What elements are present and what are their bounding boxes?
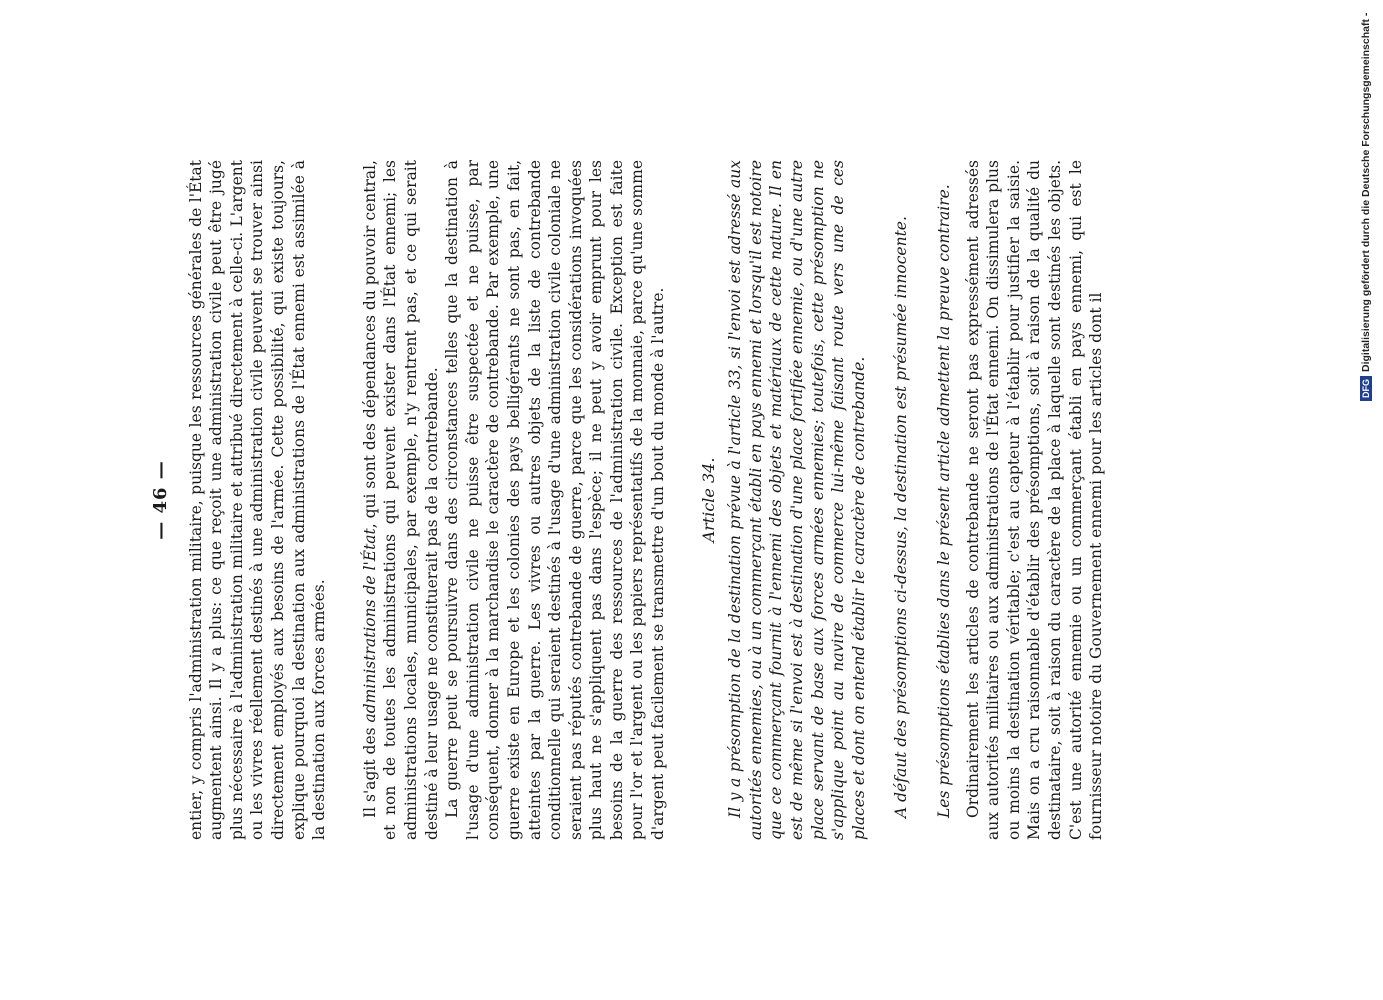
paragraph-administrations-pre: Il s'agit des (360, 722, 379, 818)
page-number: — 46 — (150, 460, 171, 540)
digitization-credit-text: Digitalisierung gefördert durch die Deutsche Forschungsgemeinschaft - (1360, 12, 1372, 372)
dfg-logo: DFG (1360, 376, 1372, 401)
page-body (151, 160, 1251, 840)
article-34-default: A défaut des présomptions ci-dessus, la destination est présumée innocente. (892, 216, 911, 818)
article-title: Article 34. (698, 457, 718, 543)
paragraph-guerre: La guerre peut se poursuivre dans des circonstances telles que la destination à l'usage d'une administration civile ne puisse être suspectée et ne puisse, par conséquent, donner à la marchandise le caractère de contrebande. Par exemple, une guerre existe en Europe et les colonies des pays belligérants ne sont pas, en fait, atteintes par la guerre. Les vivres ou autres objets de la liste de contrebande conditionnelle qui seraient destinés à l'usage d'une administration civile coloniale ne seraient pas réputés contrebande de guerre, parce que les considérations invoquées plus haut ne s'appliquent pas dans l'espèce; il ne peut y avoir emprunt pour les besoins de la guerre des ressources de l'administration civile. Exception est faite pour l'or et l'argent ou les papiers représentatifs de la monnaie, parce qu'une somme d'argent peut facilement se transmettre d'un bout du monde à l'autre. (443, 160, 668, 840)
paragraph-continuation: entier, y compris l'administration militaire, puisque les ressources générales de l'État augmentent ainsi. Il y a plus: ce que reçoit une administration civile peut être jugé plus nécessaire à l'administration militaire et attribué directement à celle-ci. L'argent ou les vivres réellement destinés à une administration civile peuvent se trouver ainsi directement employés aux besoins de l'armée. Cette possibilité, qui existe toujours, explique pourquoi la destination aux administrations de l'État ennemi est assimilée à la destination aux forces armées. (186, 160, 329, 840)
paragraph-administrations-post: , qui sont des dépendances du pouvoir central, et non de toutes les administrations qui peuvent exister dans l'État ennemi; les administrations locales, municipales, par exemple, n'y rentrent pas, et ce qui serait destiné à leur usage ne constituerait pas de la contrebande. (360, 160, 441, 840)
paragraph-gap (669, 160, 699, 840)
article-34-proof: Les présomptions établies dans le présent article admettent la preuve contraire. (935, 184, 953, 818)
paragraph-gap (912, 160, 934, 840)
paragraph-gap (955, 160, 963, 840)
paragraph-administrations-emphasis: administrations de l'État (360, 528, 379, 723)
paragraph-commentary: Ordinairement les articles de contrebande ne seront pas expressément adressés aux autorités militaires ou aux administrations de l'État ennemi. On dissimulera plus ou moins la destination véritable; c'est au capteur à l'établir pour justifier la saisie. Mais on a cru raisonnable d'établir des présomptions, soit à raison de la qualité du destinataire, soit à raison du caractère de la place à laquelle sont destinés les objets. C'est une autorité ennemie ou un commerçant établi en pays ennemi, qui est le fournisseur notoire du Gouvernement ennemi pour les articles dont il (963, 160, 1106, 840)
paragraph-administrations (360, 160, 442, 840)
article-34-text: Il y a présomption de la destination prévue à l'article 33, si l'envoi est adressé aux autorités ennemies, ou à un commerçant établi en pays ennemi et lorsqu'il est notoire que ce commerçant fournit à l'ennemi des objets et matériaux de cette nature. Il en est de même si l'envoi est à destination d'une place fortifiée ennemie, ou d'une autre place servant de base aux forces armées ennemies; toutefois, cette présomption ne s'applique point au navire de commerce lui-même faisant route vers une de ces places et dont on entend établir le caractère de contrebande. (726, 160, 868, 840)
paragraph-gap (869, 160, 891, 840)
paragraph-gap (330, 160, 360, 840)
digitization-credit (1355, 6, 1377, 401)
rotated-scanned-page (151, 160, 1251, 840)
